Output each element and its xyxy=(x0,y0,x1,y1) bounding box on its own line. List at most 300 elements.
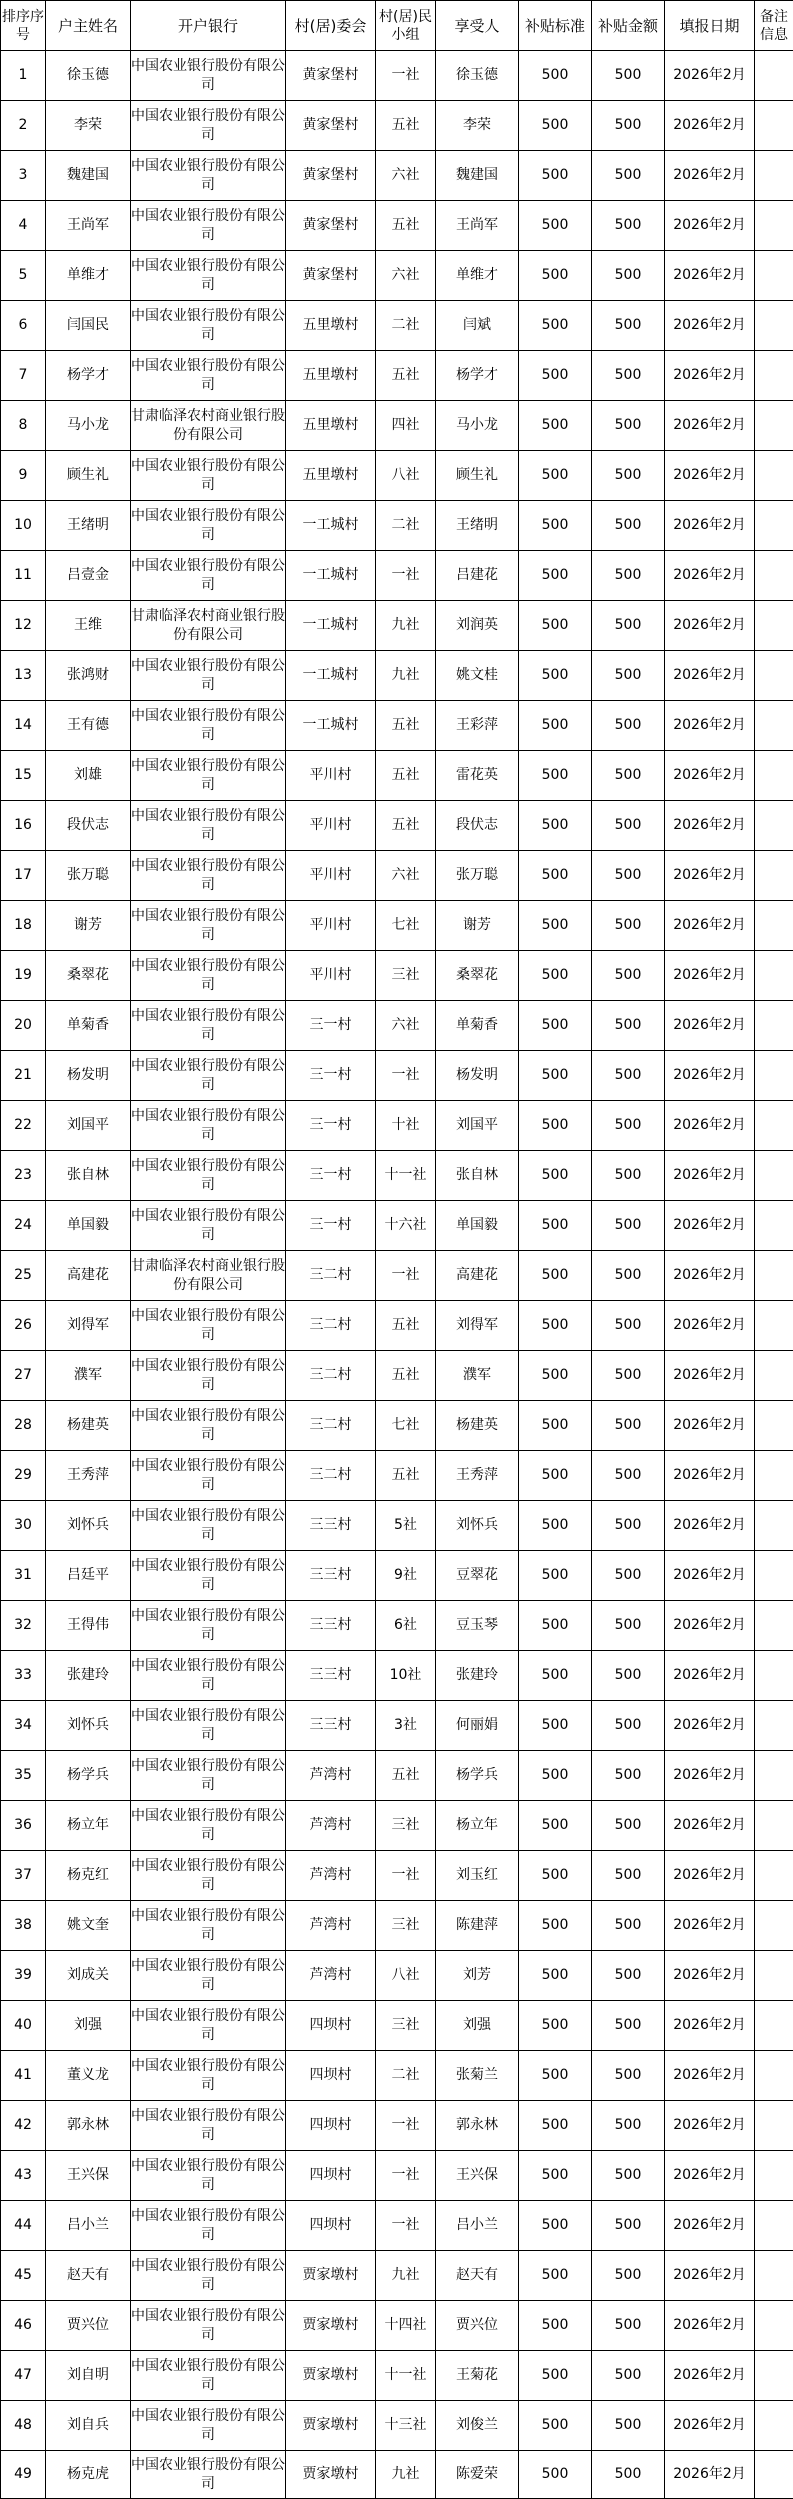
cell-date: 2026年2月 xyxy=(665,1201,755,1251)
cell-amount: 500 xyxy=(592,1801,665,1851)
cell-date: 2026年2月 xyxy=(665,2001,755,2051)
cell-group: 五社 xyxy=(376,1301,436,1351)
cell-no: 21 xyxy=(1,1051,46,1101)
cell-village: 黄家堡村 xyxy=(286,101,376,151)
cell-date: 2026年2月 xyxy=(665,201,755,251)
table-row xyxy=(1,2351,793,2401)
cell-date: 2026年2月 xyxy=(665,1501,755,1551)
cell-date: 2026年2月 xyxy=(665,2151,755,2201)
cell-beneficiary: 闫斌 xyxy=(436,301,519,351)
cell-no: 23 xyxy=(1,1151,46,1201)
cell-date: 2026年2月 xyxy=(665,1451,755,1501)
cell-no: 36 xyxy=(1,1801,46,1851)
cell-amount: 500 xyxy=(592,551,665,601)
table-row xyxy=(1,2001,793,2051)
cell-date: 2026年2月 xyxy=(665,2251,755,2301)
cell-beneficiary: 徐玉德 xyxy=(436,51,519,101)
cell-standard: 500 xyxy=(519,1251,592,1301)
cell-note xyxy=(755,951,793,1001)
cell-note xyxy=(755,1301,793,1351)
cell-bank: 中国农业银行股份有限公司 xyxy=(131,851,286,901)
cell-note xyxy=(755,1601,793,1651)
cell-no: 22 xyxy=(1,1101,46,1151)
cell-amount: 500 xyxy=(592,1851,665,1901)
cell-bank: 中国农业银行股份有限公司 xyxy=(131,251,286,301)
cell-village: 四坝村 xyxy=(286,2101,376,2151)
cell-beneficiary: 张菊兰 xyxy=(436,2051,519,2101)
cell-no: 31 xyxy=(1,1551,46,1601)
cell-no: 15 xyxy=(1,751,46,801)
cell-standard: 500 xyxy=(519,501,592,551)
cell-amount: 500 xyxy=(592,351,665,401)
cell-amount: 500 xyxy=(592,751,665,801)
cell-village: 五里墩村 xyxy=(286,351,376,401)
cell-beneficiary: 杨学兵 xyxy=(436,1751,519,1801)
cell-note xyxy=(755,451,793,501)
cell-beneficiary: 刘怀兵 xyxy=(436,1501,519,1551)
cell-household-head: 姚文奎 xyxy=(46,1901,131,1951)
table-row xyxy=(1,751,793,801)
cell-date: 2026年2月 xyxy=(665,551,755,601)
cell-bank: 中国农业银行股份有限公司 xyxy=(131,801,286,851)
cell-amount: 500 xyxy=(592,2101,665,2151)
table-row xyxy=(1,1051,793,1101)
cell-note xyxy=(755,1451,793,1501)
cell-date: 2026年2月 xyxy=(665,2301,755,2351)
cell-household-head: 王得伟 xyxy=(46,1601,131,1651)
cell-amount: 500 xyxy=(592,2451,665,2499)
cell-group: 五社 xyxy=(376,801,436,851)
cell-standard: 500 xyxy=(519,1651,592,1701)
cell-amount: 500 xyxy=(592,1201,665,1251)
cell-bank: 中国农业银行股份有限公司 xyxy=(131,1501,286,1551)
cell-no: 37 xyxy=(1,1851,46,1901)
cell-amount: 500 xyxy=(592,1001,665,1051)
cell-date: 2026年2月 xyxy=(665,2351,755,2401)
cell-amount: 500 xyxy=(592,2251,665,2301)
table-row xyxy=(1,1251,793,1301)
cell-no: 6 xyxy=(1,301,46,351)
cell-bank: 中国农业银行股份有限公司 xyxy=(131,1951,286,2001)
cell-household-head: 杨学兵 xyxy=(46,1751,131,1801)
cell-beneficiary: 单维才 xyxy=(436,251,519,301)
cell-date: 2026年2月 xyxy=(665,301,755,351)
cell-note xyxy=(755,251,793,301)
cell-bank: 中国农业银行股份有限公司 xyxy=(131,1701,286,1751)
cell-group: 十一社 xyxy=(376,1151,436,1201)
cell-household-head: 闫国民 xyxy=(46,301,131,351)
cell-group: 四社 xyxy=(376,401,436,451)
cell-standard: 500 xyxy=(519,801,592,851)
cell-date: 2026年2月 xyxy=(665,451,755,501)
cell-amount: 500 xyxy=(592,1051,665,1101)
cell-beneficiary: 张建玲 xyxy=(436,1651,519,1701)
cell-group: 五社 xyxy=(376,1751,436,1801)
table-row xyxy=(1,2251,793,2301)
cell-village: 平川村 xyxy=(286,951,376,1001)
cell-date: 2026年2月 xyxy=(665,951,755,1001)
cell-date: 2026年2月 xyxy=(665,701,755,751)
cell-group: 一社 xyxy=(376,51,436,101)
cell-no: 41 xyxy=(1,2051,46,2101)
cell-no: 7 xyxy=(1,351,46,401)
cell-date: 2026年2月 xyxy=(665,501,755,551)
cell-amount: 500 xyxy=(592,2051,665,2101)
cell-household-head: 谢芳 xyxy=(46,901,131,951)
cell-amount: 500 xyxy=(592,2351,665,2401)
cell-note xyxy=(755,151,793,201)
cell-note xyxy=(755,2051,793,2101)
cell-village: 五里墩村 xyxy=(286,401,376,451)
cell-village: 贾家墩村 xyxy=(286,2301,376,2351)
cell-date: 2026年2月 xyxy=(665,151,755,201)
cell-bank: 中国农业银行股份有限公司 xyxy=(131,2451,286,2499)
cell-date: 2026年2月 xyxy=(665,1401,755,1451)
cell-group: 五社 xyxy=(376,751,436,801)
cell-note xyxy=(755,1851,793,1901)
cell-household-head: 刘自明 xyxy=(46,2351,131,2401)
cell-note xyxy=(755,1151,793,1201)
cell-bank: 中国农业银行股份有限公司 xyxy=(131,1051,286,1101)
cell-bank: 中国农业银行股份有限公司 xyxy=(131,1851,286,1901)
cell-date: 2026年2月 xyxy=(665,351,755,401)
cell-group: 七社 xyxy=(376,1401,436,1451)
cell-village: 一工城村 xyxy=(286,551,376,601)
cell-beneficiary: 马小龙 xyxy=(436,401,519,451)
cell-bank: 中国农业银行股份有限公司 xyxy=(131,1601,286,1651)
cell-date: 2026年2月 xyxy=(665,1351,755,1401)
cell-standard: 500 xyxy=(519,1551,592,1601)
cell-note xyxy=(755,1201,793,1251)
cell-beneficiary: 魏建国 xyxy=(436,151,519,201)
cell-amount: 500 xyxy=(592,1751,665,1801)
cell-date: 2026年2月 xyxy=(665,1901,755,1951)
cell-village: 黄家堡村 xyxy=(286,201,376,251)
cell-group: 六社 xyxy=(376,251,436,301)
table-row xyxy=(1,1501,793,1551)
cell-household-head: 杨发明 xyxy=(46,1051,131,1101)
cell-beneficiary: 陈爱荣 xyxy=(436,2451,519,2499)
cell-no: 32 xyxy=(1,1601,46,1651)
cell-standard: 500 xyxy=(519,51,592,101)
table-row xyxy=(1,251,793,301)
cell-no: 8 xyxy=(1,401,46,451)
cell-standard: 500 xyxy=(519,401,592,451)
cell-household-head: 刘国平 xyxy=(46,1101,131,1151)
cell-beneficiary: 杨发明 xyxy=(436,1051,519,1101)
cell-village: 三二村 xyxy=(286,1251,376,1301)
cell-amount: 500 xyxy=(592,201,665,251)
cell-beneficiary: 豆翠花 xyxy=(436,1551,519,1601)
cell-note xyxy=(755,301,793,351)
cell-bank: 中国农业银行股份有限公司 xyxy=(131,2301,286,2351)
cell-amount: 500 xyxy=(592,1701,665,1751)
cell-date: 2026年2月 xyxy=(665,1801,755,1851)
cell-standard: 500 xyxy=(519,1001,592,1051)
cell-note xyxy=(755,1551,793,1601)
cell-note xyxy=(755,2351,793,2401)
cell-date: 2026年2月 xyxy=(665,1251,755,1301)
cell-note xyxy=(755,101,793,151)
cell-household-head: 赵天有 xyxy=(46,2251,131,2301)
cell-village: 五里墩村 xyxy=(286,301,376,351)
cell-standard: 500 xyxy=(519,2001,592,2051)
cell-village: 平川村 xyxy=(286,801,376,851)
cell-standard: 500 xyxy=(519,2351,592,2401)
cell-no: 42 xyxy=(1,2101,46,2151)
cell-amount: 500 xyxy=(592,1101,665,1151)
cell-amount: 500 xyxy=(592,101,665,151)
cell-no: 11 xyxy=(1,551,46,601)
cell-household-head: 吕廷平 xyxy=(46,1551,131,1601)
cell-standard: 500 xyxy=(519,751,592,801)
cell-village: 三一村 xyxy=(286,1051,376,1101)
cell-household-head: 李荣 xyxy=(46,101,131,151)
cell-date: 2026年2月 xyxy=(665,1601,755,1651)
cell-bank: 中国农业银行股份有限公司 xyxy=(131,2251,286,2301)
cell-standard: 500 xyxy=(519,1601,592,1651)
cell-date: 2026年2月 xyxy=(665,1951,755,2001)
cell-note xyxy=(755,201,793,251)
cell-beneficiary: 刘强 xyxy=(436,2001,519,2051)
cell-household-head: 王秀萍 xyxy=(46,1451,131,1501)
header-row xyxy=(1,1,793,51)
cell-group: 三社 xyxy=(376,1901,436,1951)
cell-beneficiary: 雷花英 xyxy=(436,751,519,801)
cell-beneficiary: 何丽娟 xyxy=(436,1701,519,1751)
cell-standard: 500 xyxy=(519,851,592,901)
cell-standard: 500 xyxy=(519,301,592,351)
cell-no: 44 xyxy=(1,2201,46,2251)
table-row xyxy=(1,551,793,601)
cell-beneficiary: 吕小兰 xyxy=(436,2201,519,2251)
cell-beneficiary: 高建花 xyxy=(436,1251,519,1301)
cell-household-head: 杨学才 xyxy=(46,351,131,401)
cell-household-head: 郭永林 xyxy=(46,2101,131,2151)
cell-note xyxy=(755,51,793,101)
cell-note xyxy=(755,751,793,801)
cell-bank: 中国农业银行股份有限公司 xyxy=(131,2001,286,2051)
cell-no: 45 xyxy=(1,2251,46,2301)
cell-household-head: 贾兴位 xyxy=(46,2301,131,2351)
header-standard: 补贴标准 xyxy=(519,1,592,51)
cell-group: 九社 xyxy=(376,601,436,651)
table-row xyxy=(1,451,793,501)
cell-amount: 500 xyxy=(592,501,665,551)
cell-note xyxy=(755,2101,793,2151)
cell-village: 三二村 xyxy=(286,1401,376,1451)
cell-no: 3 xyxy=(1,151,46,201)
header-beneficiary: 享受人 xyxy=(436,1,519,51)
cell-no: 43 xyxy=(1,2151,46,2201)
cell-beneficiary: 姚文桂 xyxy=(436,651,519,701)
table-row xyxy=(1,2101,793,2151)
cell-village: 芦湾村 xyxy=(286,1951,376,2001)
table-row xyxy=(1,1701,793,1751)
cell-no: 19 xyxy=(1,951,46,1001)
cell-household-head: 王绪明 xyxy=(46,501,131,551)
cell-beneficiary: 张自林 xyxy=(436,1151,519,1201)
cell-group: 二社 xyxy=(376,501,436,551)
cell-household-head: 王兴保 xyxy=(46,2151,131,2201)
cell-village: 四坝村 xyxy=(286,2051,376,2101)
cell-village: 三二村 xyxy=(286,1451,376,1501)
cell-village: 黄家堡村 xyxy=(286,51,376,101)
cell-date: 2026年2月 xyxy=(665,1051,755,1101)
cell-beneficiary: 刘俊兰 xyxy=(436,2401,519,2451)
cell-bank: 中国农业银行股份有限公司 xyxy=(131,1901,286,1951)
cell-standard: 500 xyxy=(519,2101,592,2151)
cell-bank: 甘肃临泽农村商业银行股份有限公司 xyxy=(131,1251,286,1301)
table-row xyxy=(1,951,793,1001)
cell-standard: 500 xyxy=(519,1751,592,1801)
cell-amount: 500 xyxy=(592,2301,665,2351)
cell-note xyxy=(755,2151,793,2201)
table-row xyxy=(1,1851,793,1901)
cell-date: 2026年2月 xyxy=(665,2101,755,2151)
cell-no: 30 xyxy=(1,1501,46,1551)
cell-date: 2026年2月 xyxy=(665,1651,755,1701)
cell-beneficiary: 刘国平 xyxy=(436,1101,519,1151)
cell-note xyxy=(755,701,793,751)
cell-beneficiary: 张万聪 xyxy=(436,851,519,901)
cell-amount: 500 xyxy=(592,1901,665,1951)
cell-village: 三一村 xyxy=(286,1151,376,1201)
cell-date: 2026年2月 xyxy=(665,1101,755,1151)
cell-household-head: 王尚军 xyxy=(46,201,131,251)
cell-no: 38 xyxy=(1,1901,46,1951)
cell-bank: 中国农业银行股份有限公司 xyxy=(131,301,286,351)
cell-standard: 500 xyxy=(519,601,592,651)
cell-note xyxy=(755,2451,793,2499)
table-row xyxy=(1,801,793,851)
cell-date: 2026年2月 xyxy=(665,651,755,701)
table-row xyxy=(1,2401,793,2451)
cell-amount: 500 xyxy=(592,1551,665,1601)
cell-group: 九社 xyxy=(376,2251,436,2301)
cell-group: 一社 xyxy=(376,1251,436,1301)
cell-beneficiary: 王尚军 xyxy=(436,201,519,251)
cell-group: 6社 xyxy=(376,1601,436,1651)
cell-group: 十社 xyxy=(376,1101,436,1151)
cell-amount: 500 xyxy=(592,401,665,451)
table-row xyxy=(1,1751,793,1801)
cell-beneficiary: 王绪明 xyxy=(436,501,519,551)
cell-no: 48 xyxy=(1,2401,46,2451)
cell-note xyxy=(755,601,793,651)
cell-village: 三一村 xyxy=(286,1201,376,1251)
cell-standard: 500 xyxy=(519,2251,592,2301)
cell-village: 贾家墩村 xyxy=(286,2401,376,2451)
cell-bank: 中国农业银行股份有限公司 xyxy=(131,1301,286,1351)
table-row xyxy=(1,101,793,151)
table-row xyxy=(1,601,793,651)
cell-no: 27 xyxy=(1,1351,46,1401)
cell-date: 2026年2月 xyxy=(665,2201,755,2251)
cell-household-head: 徐玉德 xyxy=(46,51,131,101)
header-name: 户主姓名 xyxy=(46,1,131,51)
cell-village: 三三村 xyxy=(286,1651,376,1701)
cell-village: 三二村 xyxy=(286,1301,376,1351)
cell-standard: 500 xyxy=(519,2201,592,2251)
table-row xyxy=(1,651,793,701)
table-row xyxy=(1,1651,793,1701)
cell-note xyxy=(755,2201,793,2251)
cell-standard: 500 xyxy=(519,1851,592,1901)
cell-note xyxy=(755,351,793,401)
cell-bank: 中国农业银行股份有限公司 xyxy=(131,751,286,801)
table-row xyxy=(1,701,793,751)
cell-beneficiary: 赵天有 xyxy=(436,2251,519,2301)
cell-beneficiary: 郭永林 xyxy=(436,2101,519,2151)
cell-date: 2026年2月 xyxy=(665,51,755,101)
cell-no: 28 xyxy=(1,1401,46,1451)
cell-no: 14 xyxy=(1,701,46,751)
cell-bank: 中国农业银行股份有限公司 xyxy=(131,1451,286,1501)
table-row xyxy=(1,2151,793,2201)
cell-no: 33 xyxy=(1,1651,46,1701)
cell-group: 一社 xyxy=(376,2101,436,2151)
cell-household-head: 刘怀兵 xyxy=(46,1701,131,1751)
cell-standard: 500 xyxy=(519,1501,592,1551)
cell-group: 五社 xyxy=(376,101,436,151)
cell-date: 2026年2月 xyxy=(665,101,755,151)
table-row xyxy=(1,401,793,451)
table-row xyxy=(1,1001,793,1051)
cell-bank: 中国农业银行股份有限公司 xyxy=(131,1151,286,1201)
cell-no: 16 xyxy=(1,801,46,851)
cell-standard: 500 xyxy=(519,1401,592,1451)
cell-bank: 中国农业银行股份有限公司 xyxy=(131,1351,286,1401)
cell-village: 一工城村 xyxy=(286,651,376,701)
cell-date: 2026年2月 xyxy=(665,1751,755,1801)
header-group: 村(居)民小组 xyxy=(376,1,436,51)
cell-beneficiary: 王菊花 xyxy=(436,2351,519,2401)
cell-date: 2026年2月 xyxy=(665,251,755,301)
cell-no: 2 xyxy=(1,101,46,151)
cell-village: 贾家墩村 xyxy=(286,2251,376,2301)
cell-group: 9社 xyxy=(376,1551,436,1601)
table-row xyxy=(1,151,793,201)
header-amount: 补贴金额 xyxy=(592,1,665,51)
cell-bank: 中国农业银行股份有限公司 xyxy=(131,1801,286,1851)
cell-date: 2026年2月 xyxy=(665,801,755,851)
cell-no: 49 xyxy=(1,2451,46,2499)
cell-amount: 500 xyxy=(592,1601,665,1651)
cell-note xyxy=(755,801,793,851)
cell-note xyxy=(755,2251,793,2301)
cell-standard: 500 xyxy=(519,651,592,701)
cell-beneficiary: 王秀萍 xyxy=(436,1451,519,1501)
cell-amount: 500 xyxy=(592,2001,665,2051)
cell-village: 三三村 xyxy=(286,1601,376,1651)
cell-note xyxy=(755,1051,793,1101)
cell-bank: 中国农业银行股份有限公司 xyxy=(131,201,286,251)
cell-group: 九社 xyxy=(376,2451,436,2499)
table-row xyxy=(1,1351,793,1401)
cell-beneficiary: 刘芳 xyxy=(436,1951,519,2001)
cell-standard: 500 xyxy=(519,2301,592,2351)
cell-amount: 500 xyxy=(592,1501,665,1551)
cell-village: 三三村 xyxy=(286,1551,376,1601)
cell-group: 八社 xyxy=(376,1951,436,2001)
cell-household-head: 桑翠花 xyxy=(46,951,131,1001)
cell-beneficiary: 单菊香 xyxy=(436,1001,519,1051)
cell-group: 五社 xyxy=(376,1451,436,1501)
cell-no: 26 xyxy=(1,1301,46,1351)
cell-standard: 500 xyxy=(519,551,592,601)
cell-beneficiary: 刘得军 xyxy=(436,1301,519,1351)
